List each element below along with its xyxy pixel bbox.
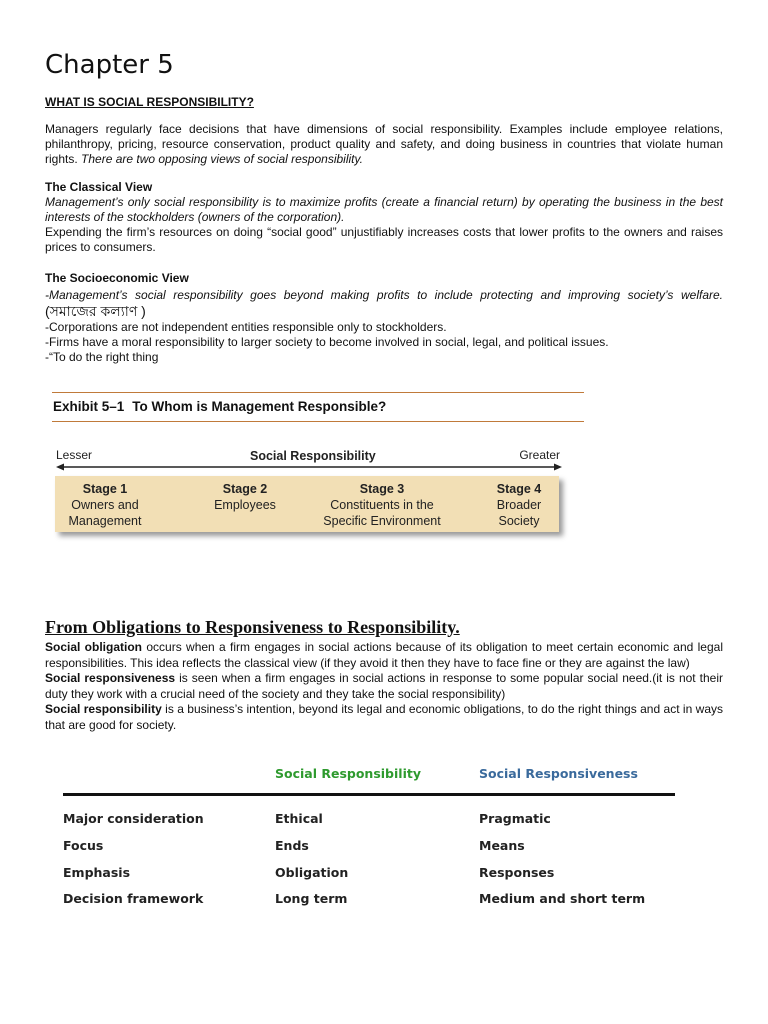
- socioeconomic-line-2: -Firms have a moral responsibility to larger society to become involved in social, legal, and political issues.: [45, 335, 609, 349]
- intro-text: Managers regularly face decisions that have dimensions of social responsibility. Examples include employee relations, philanthropy, pricing, resource conservation, product quality and safety, and doing business in countries that violate human rights.: [45, 122, 723, 166]
- table-divider: [63, 793, 675, 796]
- table-row: [45, 838, 685, 856]
- row-label: Major consideration: [63, 811, 204, 826]
- stage-3-line-1: Constituents in the: [330, 498, 434, 512]
- social-responsiveness-text: is seen when a firm engages in social actions in response to some popular social need.(it is not their duty they work with a crucial need of the society and they take the social responsibility): [45, 671, 723, 701]
- socioeconomic-line-3: -“To do the right thing: [45, 350, 159, 364]
- stage-2: [195, 481, 295, 513]
- exhibit-stages-box: [55, 476, 559, 532]
- exhibit-axis-label: Social Responsibility: [250, 449, 376, 463]
- exhibit-bottom-rule: [52, 421, 584, 422]
- classical-view-text: Expending the firm’s resources on doing “social good” unjustifiably increases costs that lower profits to the owners and raises prices to consumers.: [45, 225, 723, 254]
- stage-4-line-1: Broader: [496, 498, 542, 512]
- classical-view-section: [45, 180, 723, 255]
- row-label: Emphasis: [63, 865, 131, 880]
- socioeconomic-view-heading: The Socioeconomic View: [45, 271, 189, 285]
- obligations-section: [45, 640, 723, 733]
- row-responsiveness-value: Responses: [479, 865, 555, 880]
- stage-1-label: Stage 1: [82, 482, 128, 496]
- column-header-responsibility: Social Responsibility: [275, 766, 421, 781]
- row-responsibility-value: Ends: [275, 838, 309, 853]
- social-responsiveness-paragraph: [45, 671, 723, 702]
- chapter-title: Chapter 5: [45, 50, 174, 80]
- social-responsibility-term: Social responsibility: [45, 702, 162, 716]
- stage-4: [479, 481, 559, 529]
- social-obligation-text: occurs when a firm engages in social actions because of its obligation to meet certain economic and legal responsibilities. This idea reflects the classical view (if they avoid it then they have to face fine or they are against the law): [45, 640, 723, 670]
- stage-2-line-1: Employees: [214, 498, 276, 512]
- obligations-heading: From Obligations to Responsiveness to Responsibility.: [45, 617, 460, 637]
- stage-3: [307, 481, 457, 529]
- exhibit-lesser-label: Lesser: [56, 448, 93, 462]
- classical-view-heading: The Classical View: [45, 180, 153, 194]
- socioeconomic-italic: -Management’s social responsibility goes beyond making profits to include protecting and improving society’s welfare.: [45, 288, 723, 302]
- exhibit-number: Exhibit 5–1: [53, 399, 125, 414]
- exhibit-title-text: To Whom is Management Responsible?: [132, 399, 387, 414]
- double-arrow-icon: [56, 462, 562, 472]
- stage-3-line-2: Specific Environment: [323, 514, 441, 528]
- stage-1-line-2: Management: [68, 514, 142, 528]
- table-row: [45, 811, 685, 829]
- stage-3-label: Stage 3: [359, 482, 405, 496]
- stage-2-label: Stage 2: [222, 482, 268, 496]
- social-responsibility-paragraph: [45, 702, 723, 733]
- row-label: Focus: [63, 838, 104, 853]
- table-row: [45, 865, 685, 883]
- stage-1-line-1: Owners and: [71, 498, 139, 512]
- row-responsiveness-value: Medium and short term: [479, 891, 646, 906]
- exhibit-top-rule: [52, 392, 584, 393]
- exhibit-title: [53, 399, 386, 414]
- social-responsibility-text: is a business’s intention, beyond its legal and economic obligations, to do the right things and act in ways that are good for society.: [45, 702, 723, 732]
- row-responsibility-value: Obligation: [275, 865, 349, 880]
- column-header-responsiveness: Social Responsiveness: [479, 766, 638, 781]
- row-responsibility-value: Long term: [275, 891, 348, 906]
- social-obligation-term: Social obligation: [45, 640, 143, 654]
- row-responsiveness-value: Pragmatic: [479, 811, 551, 826]
- social-responsiveness-term: Social responsiveness: [45, 671, 176, 685]
- table-row: [45, 891, 685, 909]
- intro-italic: There are two opposing views of social responsibility.: [81, 152, 363, 166]
- exhibit-greater-label: Greater: [519, 448, 560, 462]
- row-responsiveness-value: Means: [479, 838, 525, 853]
- stage-4-label: Stage 4: [496, 482, 542, 496]
- socioeconomic-bangla-note: (সমাজের কল্যাণ ): [45, 303, 146, 319]
- socioeconomic-view-definition: [45, 286, 723, 320]
- social-obligation-paragraph: [45, 640, 723, 671]
- classical-view-definition: Management’s only social responsibility is to maximize profits (create a financial return) by operating the business in the best interests of the stockholders (owners of the corporation).: [45, 195, 723, 224]
- row-responsibility-value: Ethical: [275, 811, 323, 826]
- stage-4-line-2: Society: [498, 514, 540, 528]
- socioeconomic-line-1: -Corporations are not independent entities responsible only to stockholders.: [45, 320, 447, 334]
- comparison-table: [45, 760, 685, 920]
- intro-paragraph: [45, 122, 723, 167]
- stage-1: [55, 481, 155, 529]
- section-heading-social-responsibility: WHAT IS SOCIAL RESPONSIBILITY?: [45, 95, 254, 109]
- exhibit-figure: [52, 392, 584, 542]
- row-label: Decision framework: [63, 891, 204, 906]
- socioeconomic-view-section: [45, 271, 723, 365]
